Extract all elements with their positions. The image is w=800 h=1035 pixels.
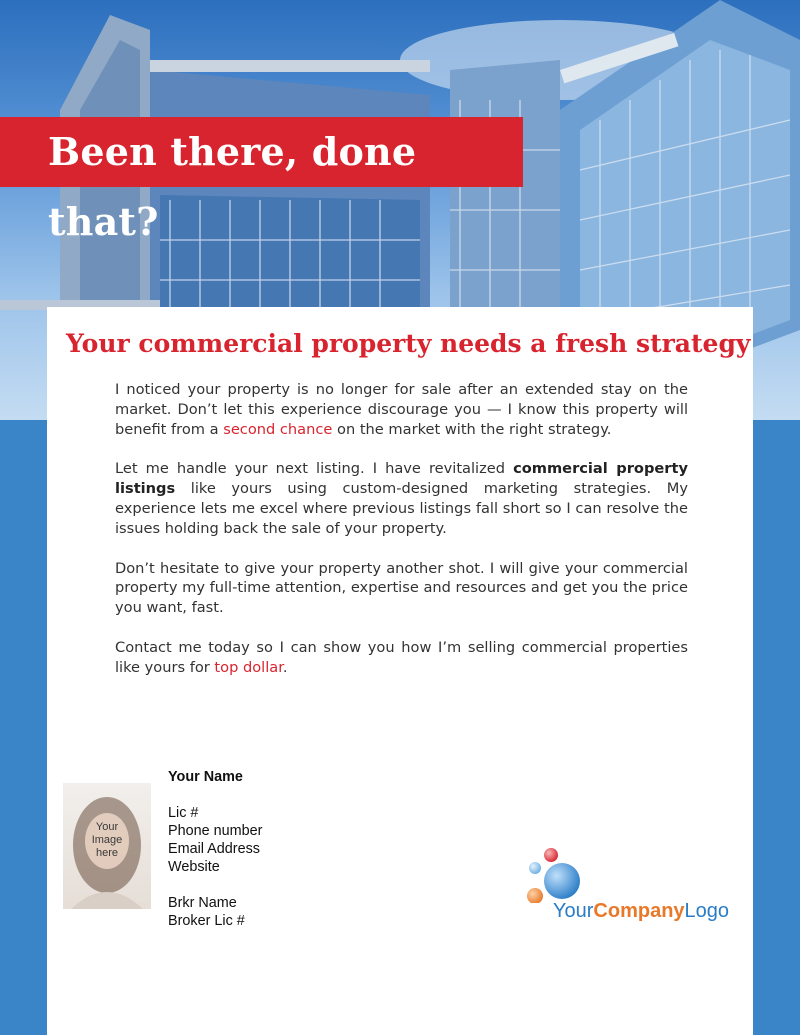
paragraph-1: I noticed your property is no longer for sale after an extended stay on the market. Don’t let this experience discourage you — I know this property will benefit from a second chance on the market with the right strategy. <box>115 381 688 438</box>
headline-banner: Been there, done that? <box>0 117 523 187</box>
license-number: Lic # <box>168 805 199 821</box>
agent-photo-placeholder <box>63 783 151 909</box>
broker-name: Brkr Name <box>168 895 237 911</box>
letter-body <box>115 380 688 698</box>
highlight-top-dollar: top dollar <box>214 658 283 676</box>
paragraph-3: Don’t hesitate to give your property another shot. I will give your commercial property my full-time attention, expertise and resources and get you the price you want, fast. <box>115 559 688 617</box>
website: Website <box>168 859 220 875</box>
paragraph-2: Let me handle your next listing. I have revitalized commercial property listings like yours using custom-designed marketing strategies. My experience lets me excel where previous listings fall short so I can resolve the issues holding back the sale of your property. <box>115 460 688 537</box>
agent-name: Your Name <box>168 769 243 785</box>
subheadline: Your commercial property needs a fresh strategy <box>66 329 751 358</box>
email-address: Email Address <box>168 841 260 857</box>
company-logo <box>520 843 740 923</box>
broker-license: Broker Lic # <box>168 913 245 929</box>
spacer <box>168 876 388 894</box>
logo-wordmark: YourCompanyLogo <box>553 900 730 922</box>
bubbles-logo-icon <box>520 843 600 903</box>
phone-number: Phone number <box>168 823 263 839</box>
contact-block <box>168 768 388 930</box>
paragraph-4: Contact me today so I can show you how I’m selling commercial properties like yours for top dollar. <box>115 638 688 676</box>
bold-listings-phrase: commercial property listings <box>115 460 688 498</box>
highlight-second-chance: second chance <box>223 420 333 438</box>
photo-label: Your Image here <box>91 821 123 859</box>
